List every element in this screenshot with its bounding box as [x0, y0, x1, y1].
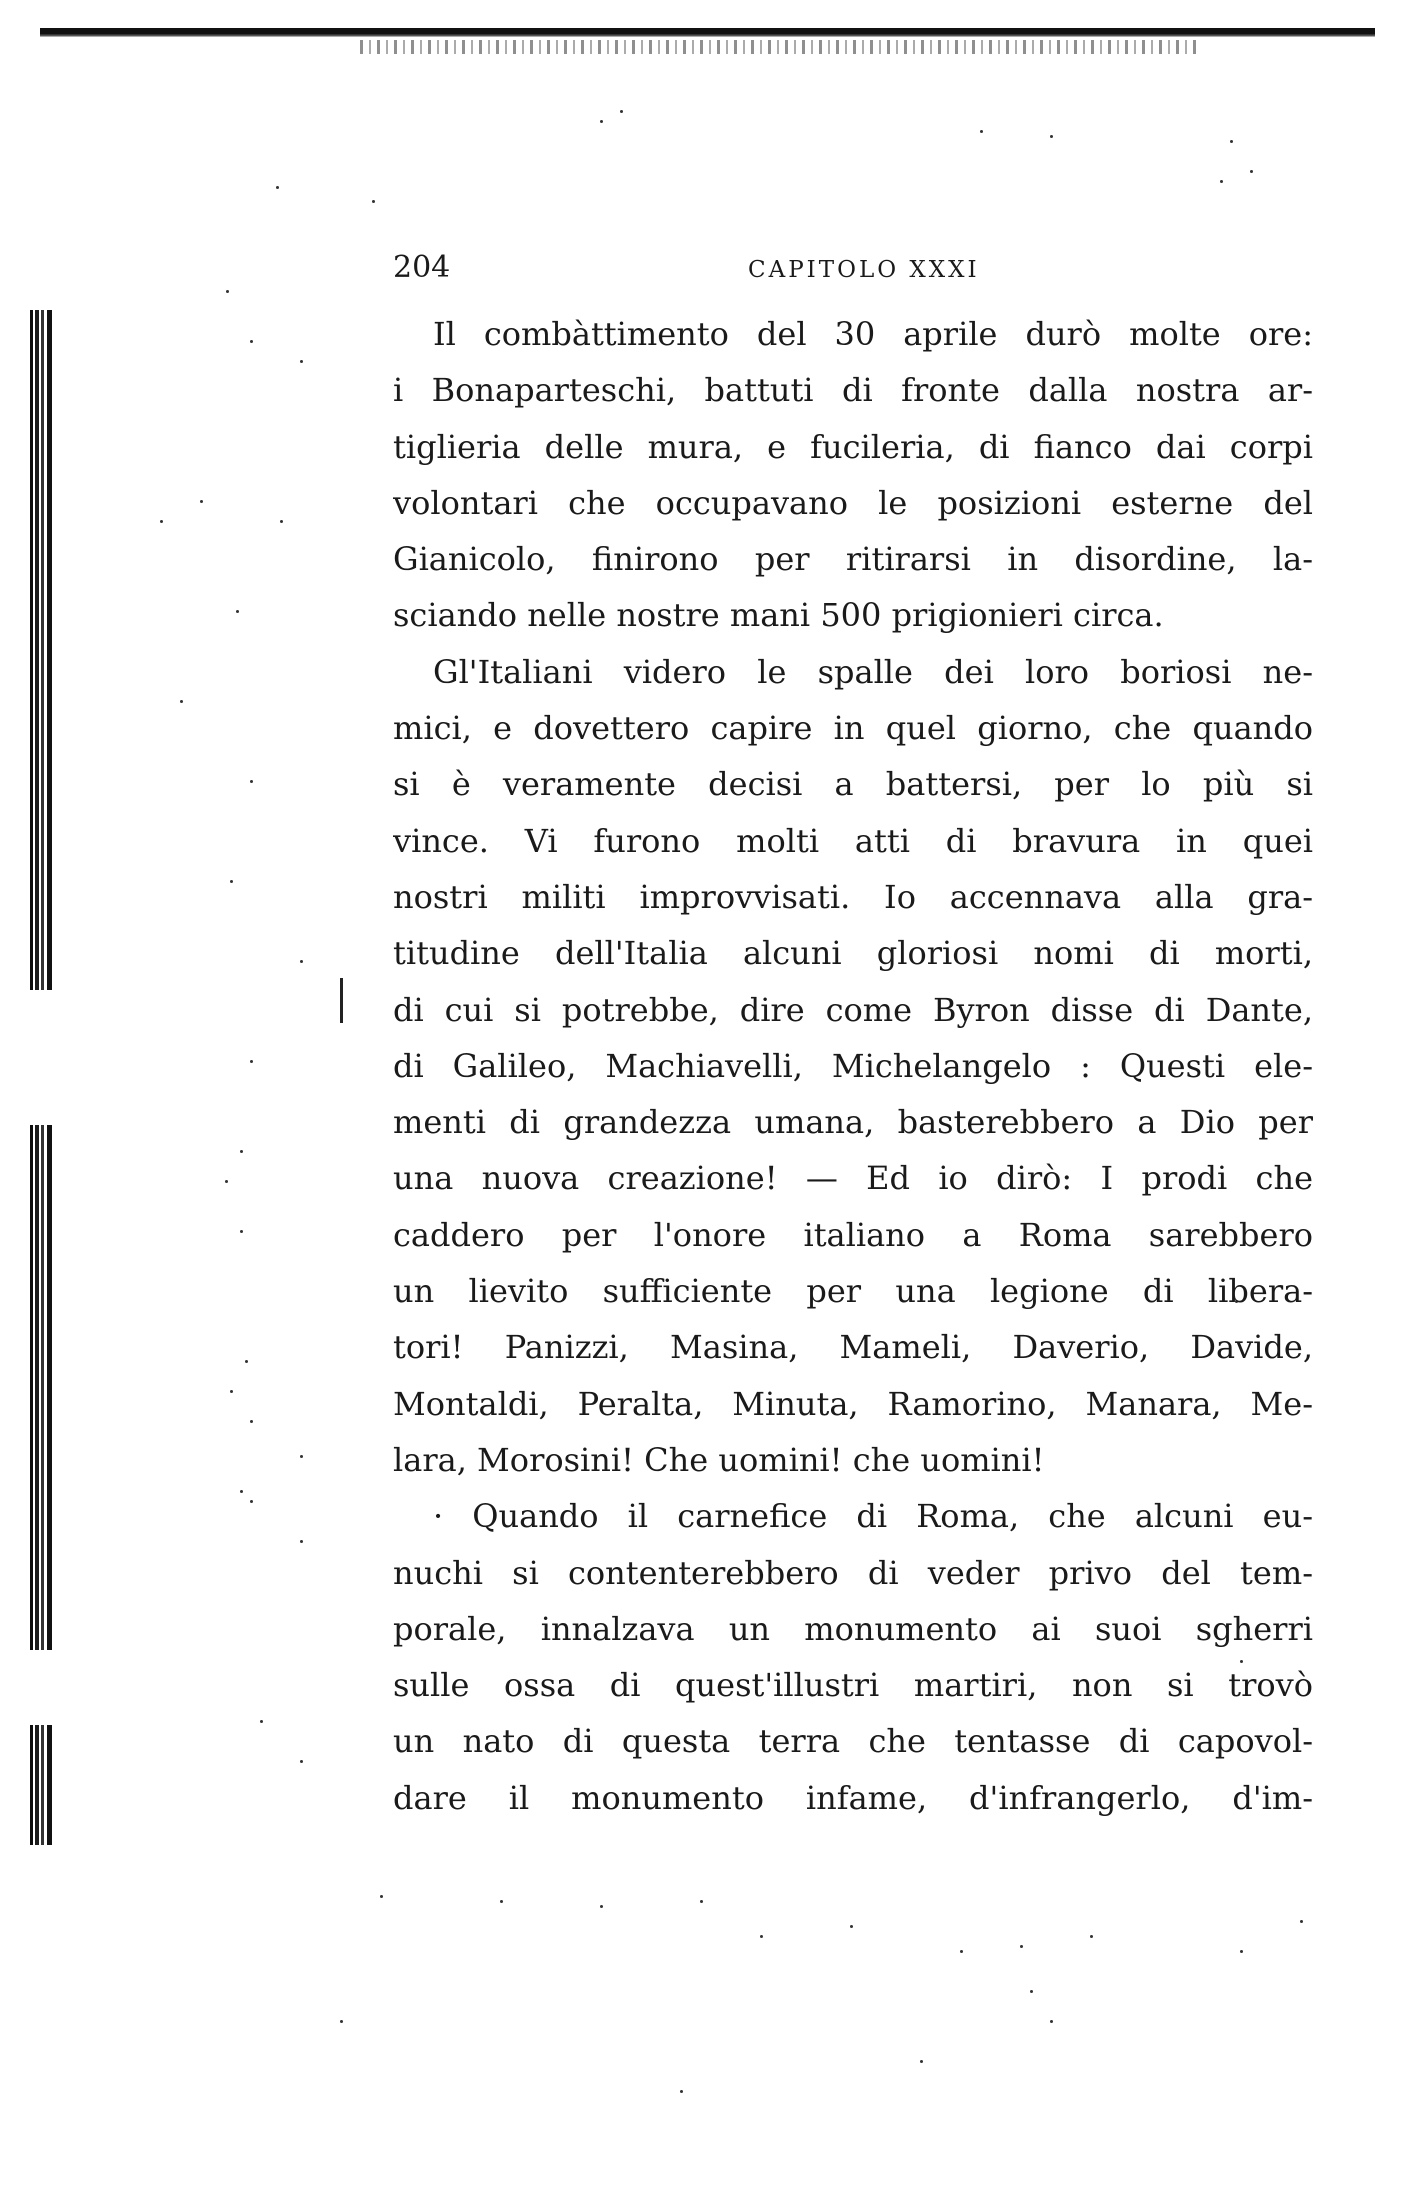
scan-speck: [245, 1360, 248, 1363]
scan-speck: [1030, 1990, 1033, 1993]
scan-speck: [300, 1760, 303, 1763]
scan-top-noise: [360, 40, 1200, 54]
text-line: dare il monumento infame, d'infrangerlo, d'im-: [393, 1778, 1313, 1817]
paragraph: [393, 1488, 1313, 1826]
text-line: titudine dell'Italia alcuni gloriosi nomi di morti,: [393, 934, 1313, 973]
text-line: Il combàttimento del 30 aprile durò molte ore:: [433, 315, 1313, 353]
scan-speck: [620, 110, 623, 113]
scan-speck: [300, 360, 303, 363]
text-line: caddero per l'onore italiano a Roma sarebbero: [393, 1215, 1313, 1254]
scan-speck: [980, 130, 983, 133]
scan-speck: [200, 500, 203, 503]
page-header: [393, 248, 1313, 288]
scan-speck: [1050, 135, 1053, 138]
text-line: lara, Morosini! Che uomini! che uomini!: [393, 1440, 1045, 1479]
scan-speck: [340, 2020, 343, 2023]
scan-speck: [600, 120, 603, 123]
text-line: mici, e dovettero capire in quel giorno, che quando: [393, 709, 1313, 748]
text-line: un nato di questa terra che tentasse di capovol-: [393, 1722, 1313, 1761]
scan-speck: [500, 1900, 503, 1903]
gutter-bleed-lower: [30, 1725, 58, 1845]
scan-speck: [960, 1950, 963, 1953]
scan-speck: [240, 1230, 243, 1233]
running-head: CAPITOLO XXXI: [748, 257, 980, 283]
scan-speck: [920, 2060, 923, 2063]
scan-speck: [230, 1390, 233, 1393]
scan-speck: [300, 1540, 303, 1543]
scan-speck: [680, 2090, 683, 2093]
scan-speck: [1250, 170, 1253, 173]
scan-speck: [230, 880, 233, 883]
scan-speck: [760, 1935, 763, 1938]
text-line: tori! Panizzi, Masina, Mameli, Daverio, Davide,: [393, 1328, 1313, 1367]
paragraph: [393, 644, 1313, 1488]
text-line: · Quando il carnefice di Roma, che alcuni eu-: [433, 1497, 1313, 1536]
scan-speck: [1020, 1945, 1023, 1948]
scan-speck: [280, 520, 283, 523]
scan-speck: [240, 1490, 243, 1493]
text-line: di Galileo, Machiavelli, Michelangelo : Questi ele-: [393, 1046, 1313, 1085]
scan-speck: [260, 1720, 263, 1723]
scan-speck: [250, 780, 253, 783]
text-line: Gl'Italiani videro le spalle dei loro boriosi ne-: [433, 652, 1313, 691]
scan-speck: [300, 1455, 303, 1458]
text-line: menti di grandezza umana, basterebbero a Dio per: [393, 1103, 1313, 1142]
scan-speck: [850, 1925, 853, 1928]
scan-speck: [180, 700, 183, 703]
text-line: nuchi si contenterebbero di veder privo del tem-: [393, 1553, 1313, 1592]
scan-top-edge: [40, 28, 1375, 40]
scan-speck: [250, 1060, 253, 1063]
scan-speck: [1240, 1950, 1243, 1953]
scan-speck: [600, 1905, 603, 1908]
text-line: sulle ossa di quest'illustri martiri, non si trovò: [393, 1666, 1313, 1705]
text-line: di cui si potrebbe, dire come Byron disse di Dante,: [393, 990, 1313, 1029]
text-line: volontari che occupavano le posizioni esterne del: [393, 483, 1313, 522]
scan-speck: [1090, 1935, 1093, 1938]
scan-speck: [1050, 2020, 1053, 2023]
text-line: i Bonaparteschi, battuti di fronte dalla nostra ar-: [393, 371, 1313, 410]
paragraph: [393, 306, 1313, 644]
scan-speck: [1230, 140, 1233, 143]
scan-speck: [276, 186, 279, 189]
scan-speck: [380, 1895, 383, 1898]
text-line: Montaldi, Peralta, Minuta, Ramorino, Manara, Me-: [393, 1384, 1313, 1423]
scan-speck: [236, 610, 239, 613]
scan-speck: [300, 960, 303, 963]
text-line: sciando nelle nostre mani 500 prigionieri circa.: [393, 596, 1164, 635]
text-line: Gianicolo, finirono per ritirarsi in disordine, la-: [393, 540, 1313, 579]
scan-speck: [225, 1180, 228, 1183]
scan-speck: [372, 200, 375, 203]
scan-speck: [250, 340, 253, 343]
scan-speck: [1300, 1920, 1303, 1923]
text-line: nostri militi improvvisati. Io accennava alla gra-: [393, 877, 1313, 916]
gutter-bleed-middle: [30, 1125, 58, 1650]
scan-speck: [226, 290, 229, 293]
margin-mark: [340, 978, 343, 1023]
scan-speck: [240, 1150, 243, 1153]
text-line: porale, innalzava un monumento ai suoi sgherri: [393, 1609, 1313, 1648]
text-line: vince. Vi furono molti atti di bravura in quei: [393, 821, 1313, 860]
page-number: 204: [393, 250, 451, 285]
scan-speck: [250, 1420, 253, 1423]
body-text: [393, 306, 1313, 1826]
text-line: un lievito sufficiente per una legione di libera-: [393, 1272, 1313, 1311]
scan-speck: [250, 1500, 253, 1503]
scan-speck: [1220, 180, 1223, 183]
text-line: una nuova creazione! — Ed io dirò: I prodi che: [393, 1159, 1313, 1198]
gutter-bleed-upper: [30, 310, 58, 990]
scan-speck: [700, 1900, 703, 1903]
scan-speck: [160, 520, 163, 523]
text-line: si è veramente decisi a battersi, per lo più si: [393, 765, 1313, 804]
text-line: tiglieria delle mura, e fucileria, di fianco dai corpi: [393, 427, 1313, 466]
